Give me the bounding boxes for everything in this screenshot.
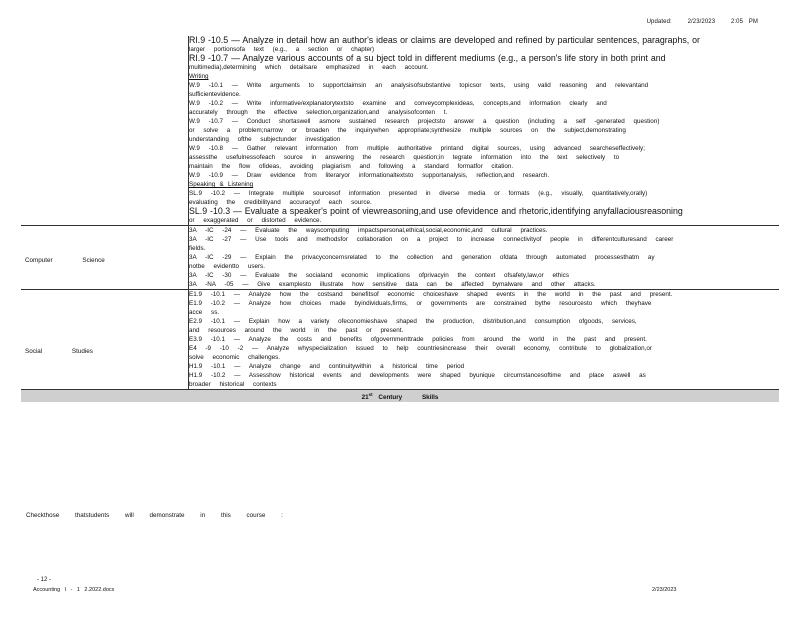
ela-standard-line: W.9 -10.9 — Draw evidence from literaryor informationaltextsto supportanalysis, reflection,and research. xyxy=(189,172,550,179)
ela-standard-line: W.9 -10.1 — Write arguments to supportclaimsin an analysisofsubstantive topicsor texts, using valid reasoning and relevantand xyxy=(189,82,649,89)
cs-standard-line: 3A -NA -05 — Give examplesto illustrate how sensitive data can be affected bymalware and other attacks. xyxy=(189,281,596,288)
ela-standards xyxy=(189,36,780,226)
ss-standard-line: H1.9 -10.2 — Assesshow historical events and developments were shaped byunique circumstancesoftime and place aswell as xyxy=(189,372,646,379)
check-instruction: Checkthose thatstudents will demonstrate in this course : xyxy=(26,512,283,519)
ss-subject-cell xyxy=(21,290,189,390)
ss-standard-line: E1.9 -10.2 — Analyze how choices made byindividuals,firms, or governments are constrained bythe resourcesto which theyhave xyxy=(189,300,652,307)
updated-ampm: PM xyxy=(748,19,758,25)
ela-standard-line: RI.9 -10.5 — Analyze in detail how an author's ideas or claims are developed and refined by particular sentences, paragraphs, or xyxy=(189,36,700,45)
page-number: - 12 - xyxy=(37,577,52,583)
ela-row xyxy=(21,36,779,226)
ela-standard-line: Writing xyxy=(189,73,209,80)
ela-standard-line: assessthe usefulnessofeach source in answering the research question;in tegrate information into the text selectively to xyxy=(189,154,620,161)
ss-standard-line: and resources around the world in the past or present. xyxy=(189,327,404,334)
cs-standard-line: 3A -IC -30 — Evaluate the socialand economic implications ofprivacyin the context ofsafety,law,or ethics xyxy=(189,272,569,279)
updated-time: 2:05 xyxy=(730,19,744,25)
ela-standard-line: RI.9 -10.7 — Analyze various accounts of a su bject told in different mediums (e.g., a person's life story in both print and xyxy=(189,54,666,63)
ss-row xyxy=(21,290,779,390)
skills-word: Skills xyxy=(421,394,439,402)
ela-standard-line: W.9 -10.8 — Gather relevant information from multiple authoritative printand digital sources, using advanced searcheseffectively; xyxy=(189,145,645,152)
cs-standard-line: 3A -IC -29 — Explain the privacyconcernsrelated to the collection and generation ofdata through automated processesthatm ay xyxy=(189,254,655,261)
century-word: Century xyxy=(378,394,403,402)
century-skills-heading xyxy=(21,390,779,403)
updated-stamp xyxy=(647,19,758,25)
ela-standard-line: sufficientevidence. xyxy=(189,91,241,98)
century-sup: st xyxy=(368,392,373,397)
cs-standard-line: notbe evidentto users. xyxy=(189,263,265,270)
ela-standard-line: larger portionsofa text (e.g., a section or chapter) xyxy=(189,46,375,53)
ela-standard-line: understanding ofthe subjectunder investigation xyxy=(189,136,341,143)
footer-filename: Accounting l - 1 2.2022.docx xyxy=(33,587,115,593)
cs-row xyxy=(21,226,779,290)
ss-standard-line: E4 -9 -10 -2 — Analyze whyspecialization issued to help countriesincrease their overall economy, contribute to globalization,or xyxy=(189,345,652,352)
cs-standard-line: 3A -IC -24 — Evaluate the wayscomputing impactspersonal,ethical,social,economic,and cultural practices. xyxy=(189,227,548,234)
century-row xyxy=(21,390,779,403)
cs-standard-line: fields. xyxy=(189,245,206,252)
ss-standard-line: E3.9 -10.1 — Analyze the costs and benefits ofgovernmenttrade policies from around the world in the past and present. xyxy=(189,336,647,343)
standards-table xyxy=(21,36,779,402)
ss-standard-line: broader historical contexts xyxy=(189,381,277,388)
ela-standard-line: SL.9 -10.2 — Integrate multiple sourcesof information presented in diverse media or formats (e.g., visually, quantitatively,orally) xyxy=(189,190,648,197)
ela-subject-cell xyxy=(21,36,189,226)
ss-standard-line: solve economic challenges. xyxy=(189,354,281,361)
ela-standard-line: W.9 -10.2 — Write informative/explanatorytextsto examine and conveycomplexideas, concepts,and information clearly and xyxy=(189,100,607,107)
ela-standard-line: Speaking & Listening xyxy=(189,181,254,188)
cs-subject-label: Computer Science xyxy=(25,257,105,264)
ela-standard-line: W.9 -10.7 — Conduct shortaswell asmore sustained research projectsto answer a question (including a self -generated question) xyxy=(189,118,660,125)
updated-date: 2/23/2023 xyxy=(687,19,716,25)
ela-standard-line: or solve a problem;narrow or broaden the inquirywhen appropriate;synthesize multiple sources on the subject,demonstrating xyxy=(189,127,626,134)
cs-subject-cell xyxy=(21,226,189,290)
ss-standard-line: E1.9 -10.1 — Analyze how the costsand benefitsof economic choiceshave shaped events in the world in the past and present. xyxy=(189,291,673,298)
ela-standard-line: SL.9 -10.3 — Evaluate a speaker's point of viewreasoning,and use ofevidence and rhetoric,identifying anyfallaciousreasoning xyxy=(189,207,683,216)
ela-standard-line: maintain the flow ofideas, avoiding plagiarism and following a standard formatfor citation. xyxy=(189,163,514,170)
ela-standard-line: accurately through the effective selection,organization,and analysisofconten t. xyxy=(189,109,448,116)
footer-date: 2/23/2023 xyxy=(652,587,677,593)
updated-label: Updated: xyxy=(646,19,672,25)
ela-standard-line: multimedia),determining which detailsare emphasized in each account. xyxy=(189,64,429,71)
century-number: 21 xyxy=(361,394,369,402)
ela-standard-line: evaluating the credibilityand accuracyof each source. xyxy=(189,199,372,206)
cs-standard-line: 3A -IC -27 — Use tools and methodsfor collaboration on a project to increase connectivityof people in differentculturesand career xyxy=(189,236,674,243)
ss-standard-line: acce ss. xyxy=(189,309,220,316)
ss-standard-line: H1.9 -10.1 — Analyze change and continuitywithin a historical time period xyxy=(189,363,465,370)
ela-standard-line: or exaggerated or distorted evidence. xyxy=(189,217,322,224)
ss-subject-label: Social Studies xyxy=(25,348,93,355)
cs-standards xyxy=(189,226,780,290)
ss-standard-line: E2.9 -10.1 — Explain how a variety ofeconomieshave shaped the production, distribution,and consumption ofgoods, services, xyxy=(189,318,637,325)
ss-standards xyxy=(189,290,780,390)
